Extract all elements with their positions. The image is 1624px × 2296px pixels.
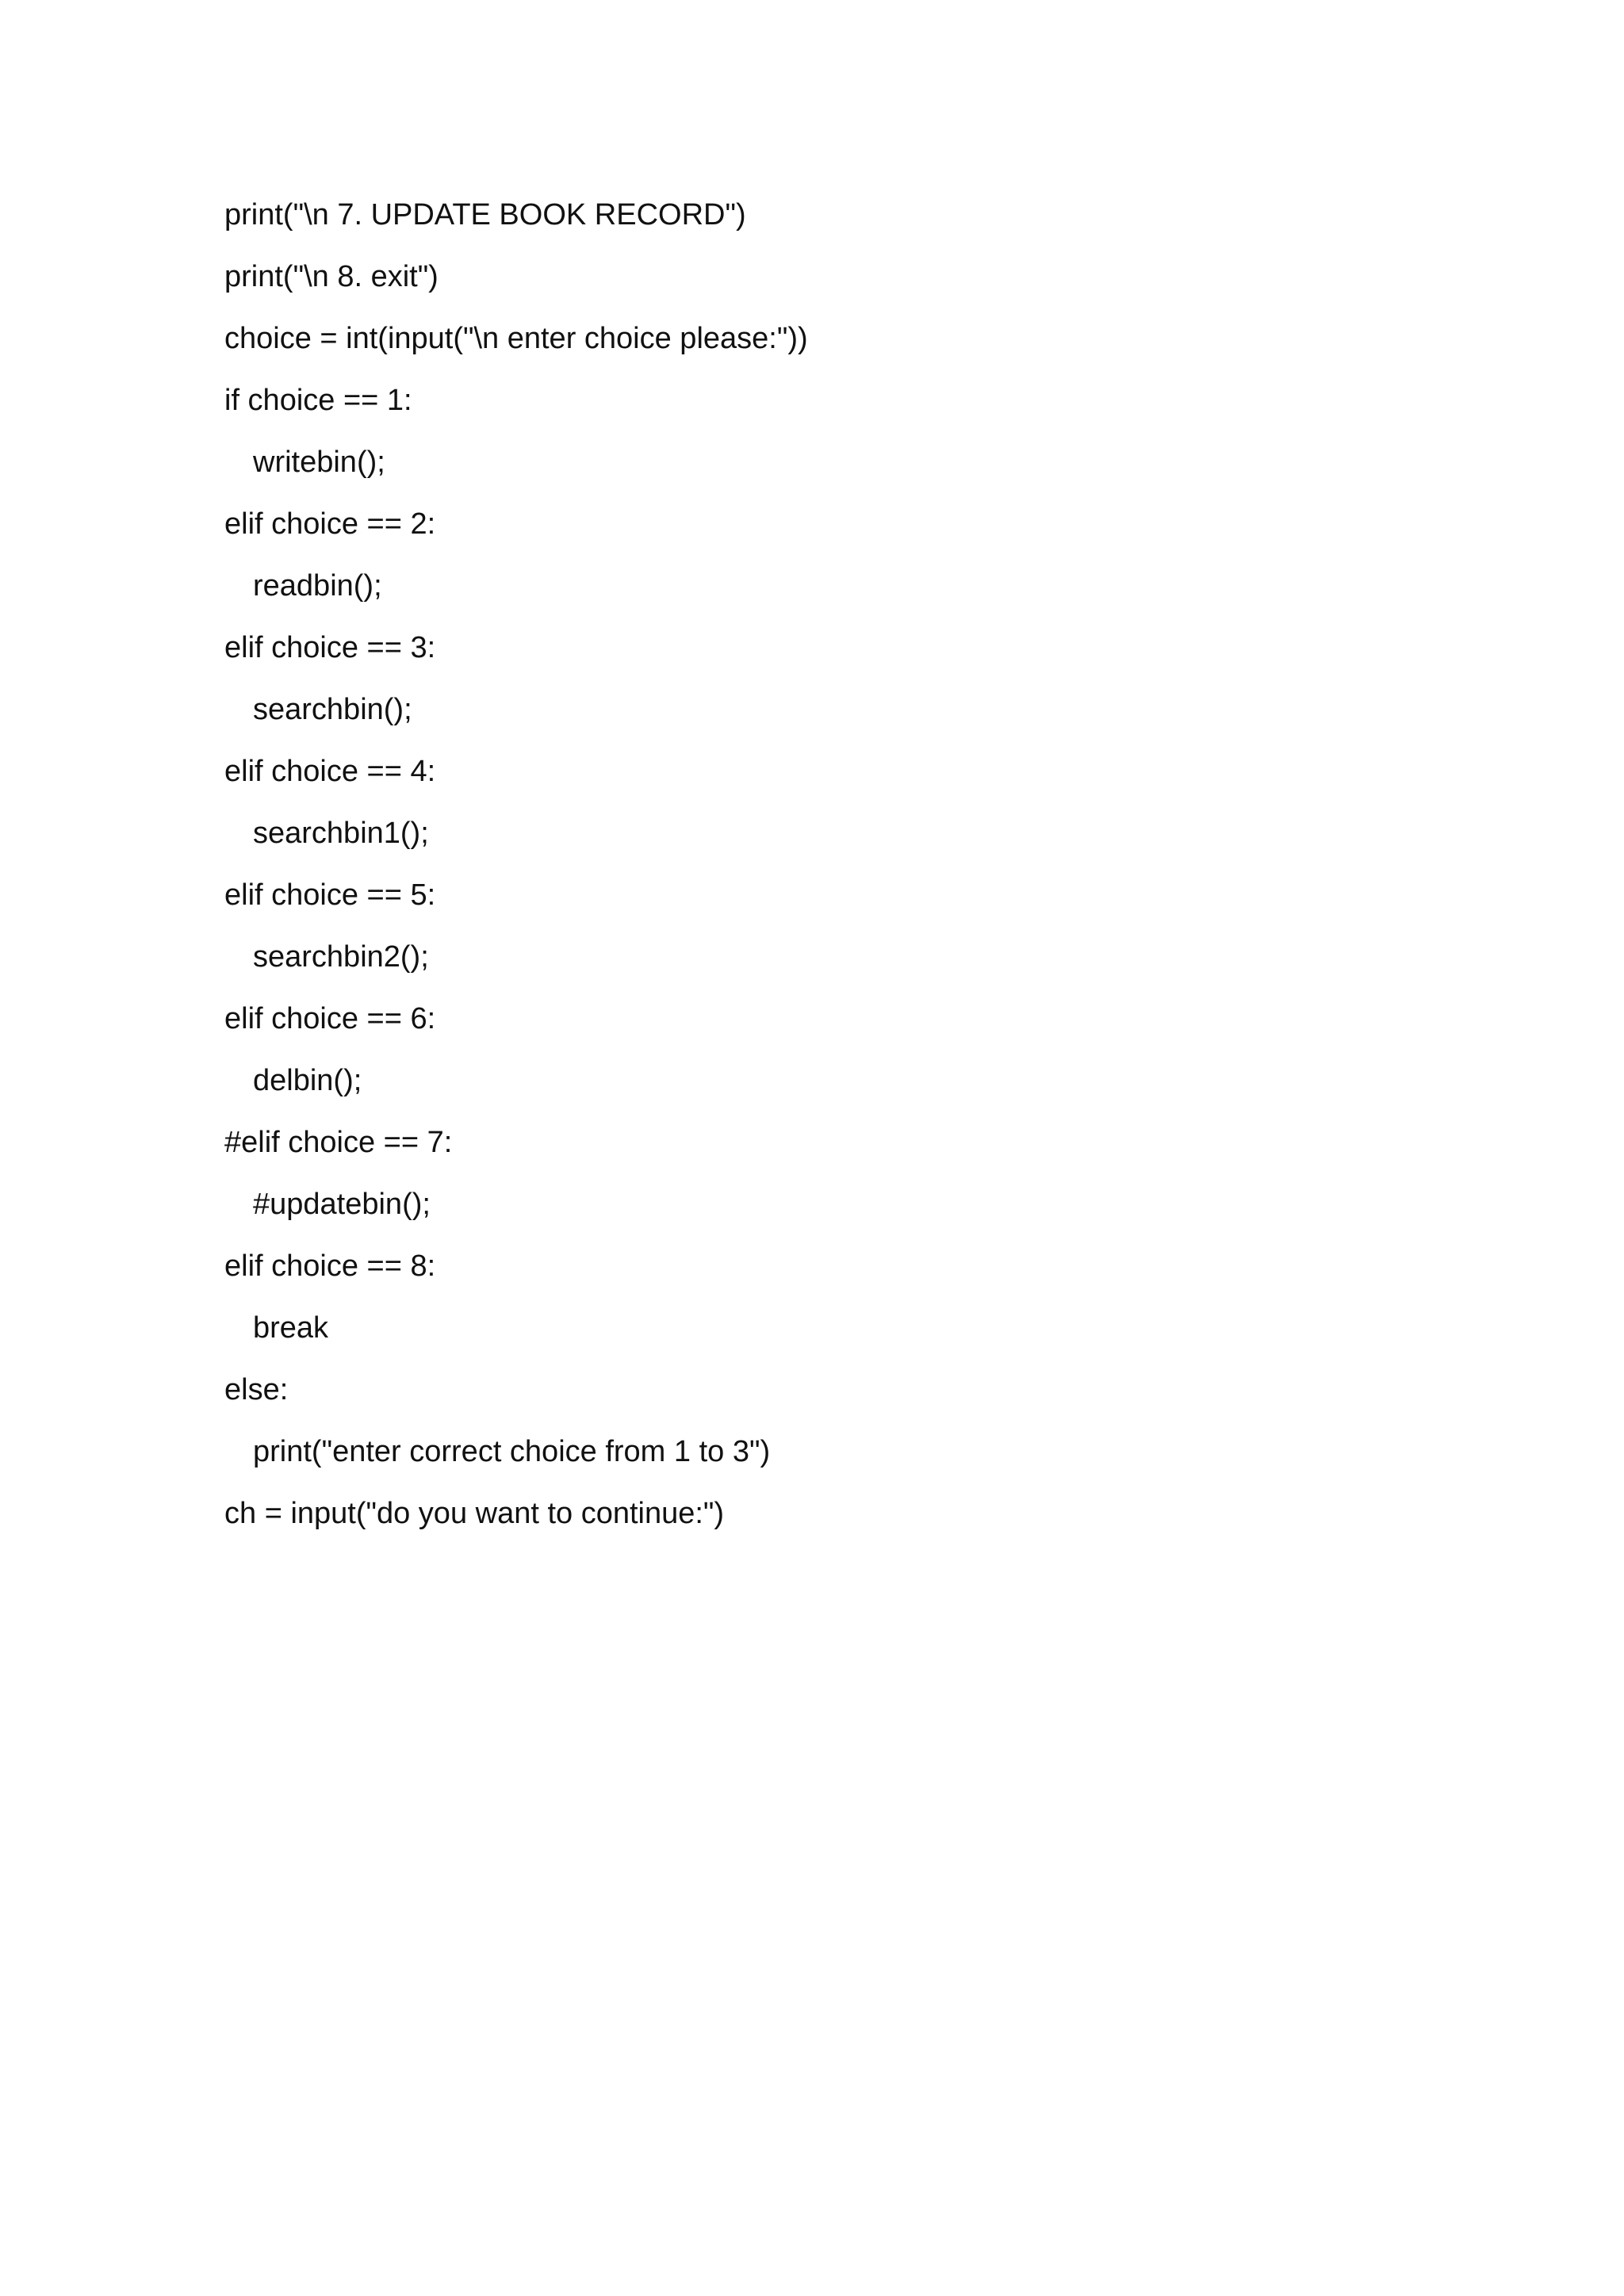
code-line: elif choice == 3: xyxy=(224,631,436,664)
code-line: print("enter correct choice from 1 to 3") xyxy=(253,1435,771,1468)
code-line: searchbin1(); xyxy=(253,817,429,850)
code-line: readbin(); xyxy=(253,569,382,603)
code-line: searchbin(); xyxy=(253,693,412,726)
code-line: ch = input("do you want to continue:") xyxy=(224,1497,725,1530)
code-line: print("\n 8. exit") xyxy=(224,260,439,293)
code-block xyxy=(224,193,1414,1553)
code-line: elif choice == 6: xyxy=(224,1002,436,1035)
code-line: searchbin2(); xyxy=(253,940,429,974)
code-line: elif choice == 4: xyxy=(224,755,436,788)
code-line: elif choice == 2: xyxy=(224,507,436,541)
code-line: delbin(); xyxy=(253,1064,362,1097)
code-line: elif choice == 8: xyxy=(224,1249,436,1283)
code-line: #updatebin(); xyxy=(253,1188,431,1221)
code-line: elif choice == 5: xyxy=(224,878,436,912)
code-line: choice = int(input("\n enter choice please:")) xyxy=(224,322,808,355)
code-line: else: xyxy=(224,1373,289,1406)
code-line: print("\n 7. UPDATE BOOK RECORD") xyxy=(224,198,746,232)
code-line: #elif choice == 7: xyxy=(224,1126,453,1159)
code-line: if choice == 1: xyxy=(224,384,412,417)
code-line: break xyxy=(253,1311,329,1345)
code-line: writebin(); xyxy=(253,446,385,479)
